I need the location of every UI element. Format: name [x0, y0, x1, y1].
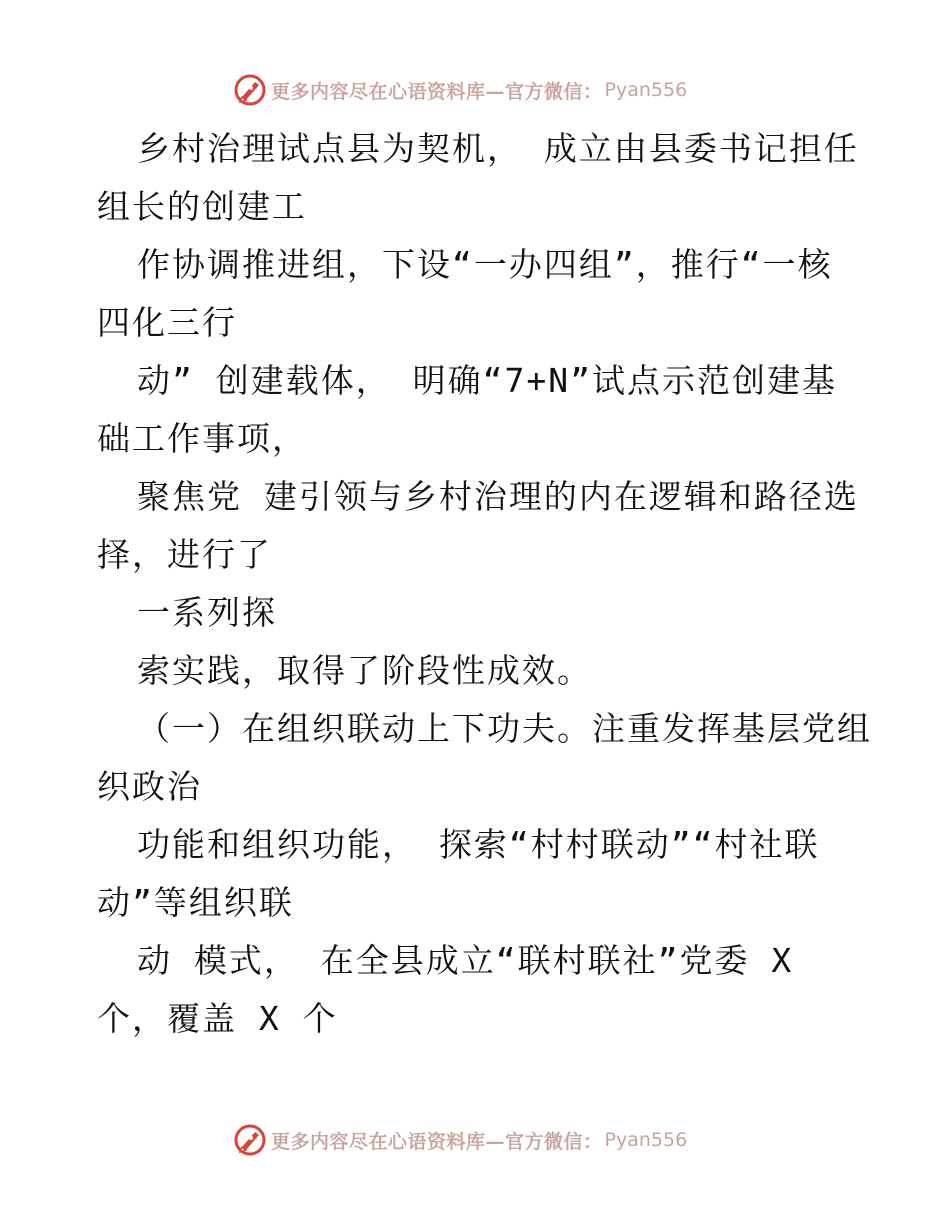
text-line: （一）在组织联动上下功夫。注重发挥基层党组	[137, 709, 872, 748]
text-line: 择，进行了	[97, 535, 272, 574]
text-line: 聚焦党 建引领与乡村治理的内在逻辑和路径选	[137, 477, 859, 516]
watermark-footer	[233, 1122, 687, 1158]
watermark-header	[233, 72, 687, 108]
text-line: 功能和组织功能， 探索“村村联动”“村社联	[137, 825, 820, 864]
text-line: 动 模式， 在全县成立“联村联社”党委 X	[137, 941, 794, 980]
watermark-text: 更多内容尽在心语资料库—官方微信：	[271, 80, 603, 103]
text-line: 织政治	[97, 767, 202, 806]
watermark-wechat-id: Pyan556	[604, 1129, 688, 1151]
pen-logo-icon	[233, 1123, 267, 1157]
watermark-wechat-id: Pyan556	[604, 79, 688, 101]
text-line: 乡村治理试点县为契机， 成立由县委书记担任	[137, 129, 859, 168]
pen-logo-icon	[233, 73, 267, 107]
text-line: 个，覆盖 X 个	[97, 999, 338, 1038]
text-line: 础工作事项，	[97, 419, 307, 458]
text-line: 作协调推进组，下设“一办四组”，推行“一核	[137, 245, 833, 284]
text-line: 动” 创建载体， 明确“7+N”试点示范创建基	[137, 361, 837, 400]
text-line: 组长的创建工	[97, 187, 307, 226]
watermark-text: 更多内容尽在心语资料库—官方微信：	[271, 1130, 603, 1153]
text-line: 一系列探	[137, 593, 277, 632]
text-line: 动”等组织联	[97, 883, 294, 922]
text-line: 索实践，取得了阶段性成效。	[137, 651, 592, 690]
text-line: 四化三行	[97, 303, 237, 342]
